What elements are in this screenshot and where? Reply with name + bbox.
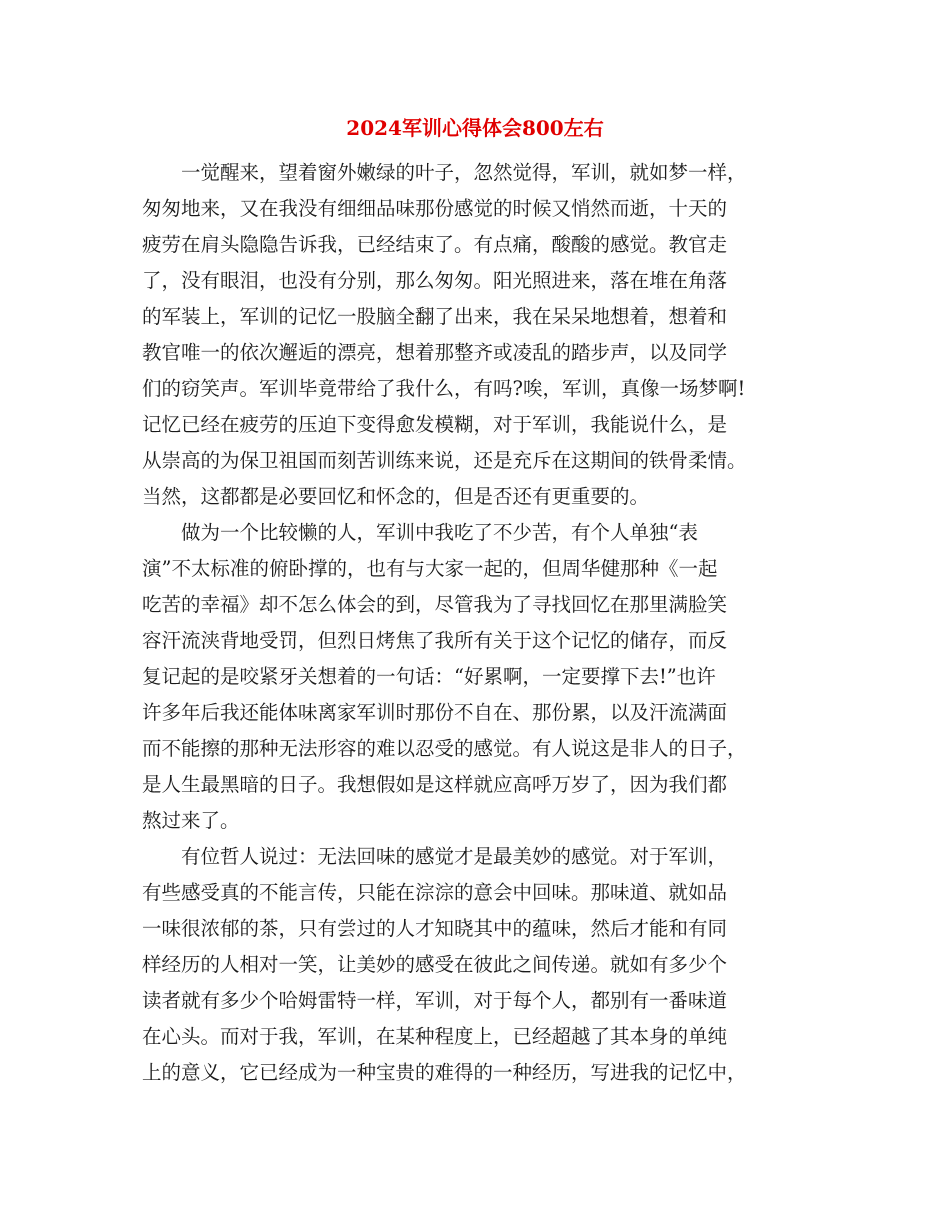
- text-line: 教官唯一的依次邂逅的漂亮，想着那整齐或凌乱的踏步声，以及同学: [142, 341, 728, 364]
- text-line: 当然，这都都是必要回忆和怀念的，但是否还有更重要的。: [142, 485, 650, 508]
- document-body: [142, 155, 807, 1091]
- text-line: 从崇高的为保卫祖国而刻苦训练来说，还是充斥在这期间的铁骨柔情。: [142, 449, 747, 472]
- text-line: 上的意义，它已经成为一种宝贵的难得的一种经历，写进我的记忆中，: [142, 1061, 747, 1084]
- text-line: 读者就有多少个哈姆雷特一样，军训，对于每个人，都别有一番味道: [142, 989, 728, 1012]
- text-line: 有些感受真的不能言传，只能在淙淙的意会中回味。那味道、就如品: [142, 881, 728, 904]
- text-line: 记忆已经在疲劳的压迫下变得愈发模糊，对于军训，我能说什么，是: [142, 413, 728, 436]
- paragraph: [142, 155, 807, 515]
- text-line: 匆匆地来，又在我没有细细品味那份感觉的时候又悄然而逝，十天的: [142, 197, 728, 220]
- text-line: 容汗流浃背地受罚，但烈日烤焦了我所有关于这个记忆的储存，而反: [142, 629, 728, 652]
- text-line: 疲劳在肩头隐隐告诉我，已经结束了。有点痛，酸酸的感觉。教官走: [142, 233, 728, 256]
- text-line: 熬过来了。: [142, 809, 240, 832]
- text-line: 演”不太标准的俯卧撑的，也有与大家一起的，但周华健那种《一起: [142, 557, 718, 580]
- text-line: 有位哲人说过：无法回味的感觉才是最美妙的感觉。对于军训，: [181, 845, 728, 868]
- text-line: 样经历的人相对一笑，让美妙的感受在彼此之间传递。就如有多少个: [142, 953, 728, 976]
- paragraph: [142, 515, 807, 839]
- text-line: 复记起的是咬紧牙关想着的一句话：“好累啊，一定要撑下去!”也许: [142, 665, 716, 688]
- text-line: 是人生最黑暗的日子。我想假如是这样就应高呼万岁了，因为我们都: [142, 773, 728, 796]
- text-line: 们的窃笑声。军训毕竟带给了我什么，有吗?唉，军训，真像一场梦啊!: [142, 377, 746, 400]
- paragraph: [142, 839, 807, 1091]
- text-line: 一觉醒来，望着窗外嫩绿的叶子，忽然觉得，军训，就如梦一样，: [181, 161, 747, 184]
- text-line: 一味很浓郁的茶，只有尝过的人才知晓其中的蕴味，然后才能和有同: [142, 917, 728, 940]
- text-line: 吃苦的幸福》却不怎么体会的到，尽管我为了寻找回忆在那里满脸笑: [142, 593, 728, 616]
- text-line: 许多年后我还能体味离家军训时那份不自在、那份累，以及汗流满面: [142, 701, 728, 724]
- document-title: 2024军训心得体会800左右: [346, 116, 604, 140]
- text-line: 而不能擦的那种无法形容的难以忍受的感觉。有人说这是非人的日子，: [142, 737, 747, 760]
- text-line: 的军装上，军训的记忆一股脑全翻了出来，我在呆呆地想着，想着和: [142, 305, 728, 328]
- text-line: 了，没有眼泪，也没有分别，那么匆匆。阳光照进来，落在堆在角落: [142, 269, 728, 292]
- text-line: 在心头。而对于我，军训，在某种程度上，已经超越了其本身的单纯: [142, 1025, 728, 1048]
- text-line: 做为一个比较懒的人，军训中我吃了不少苦，有个人单独“表: [181, 521, 698, 544]
